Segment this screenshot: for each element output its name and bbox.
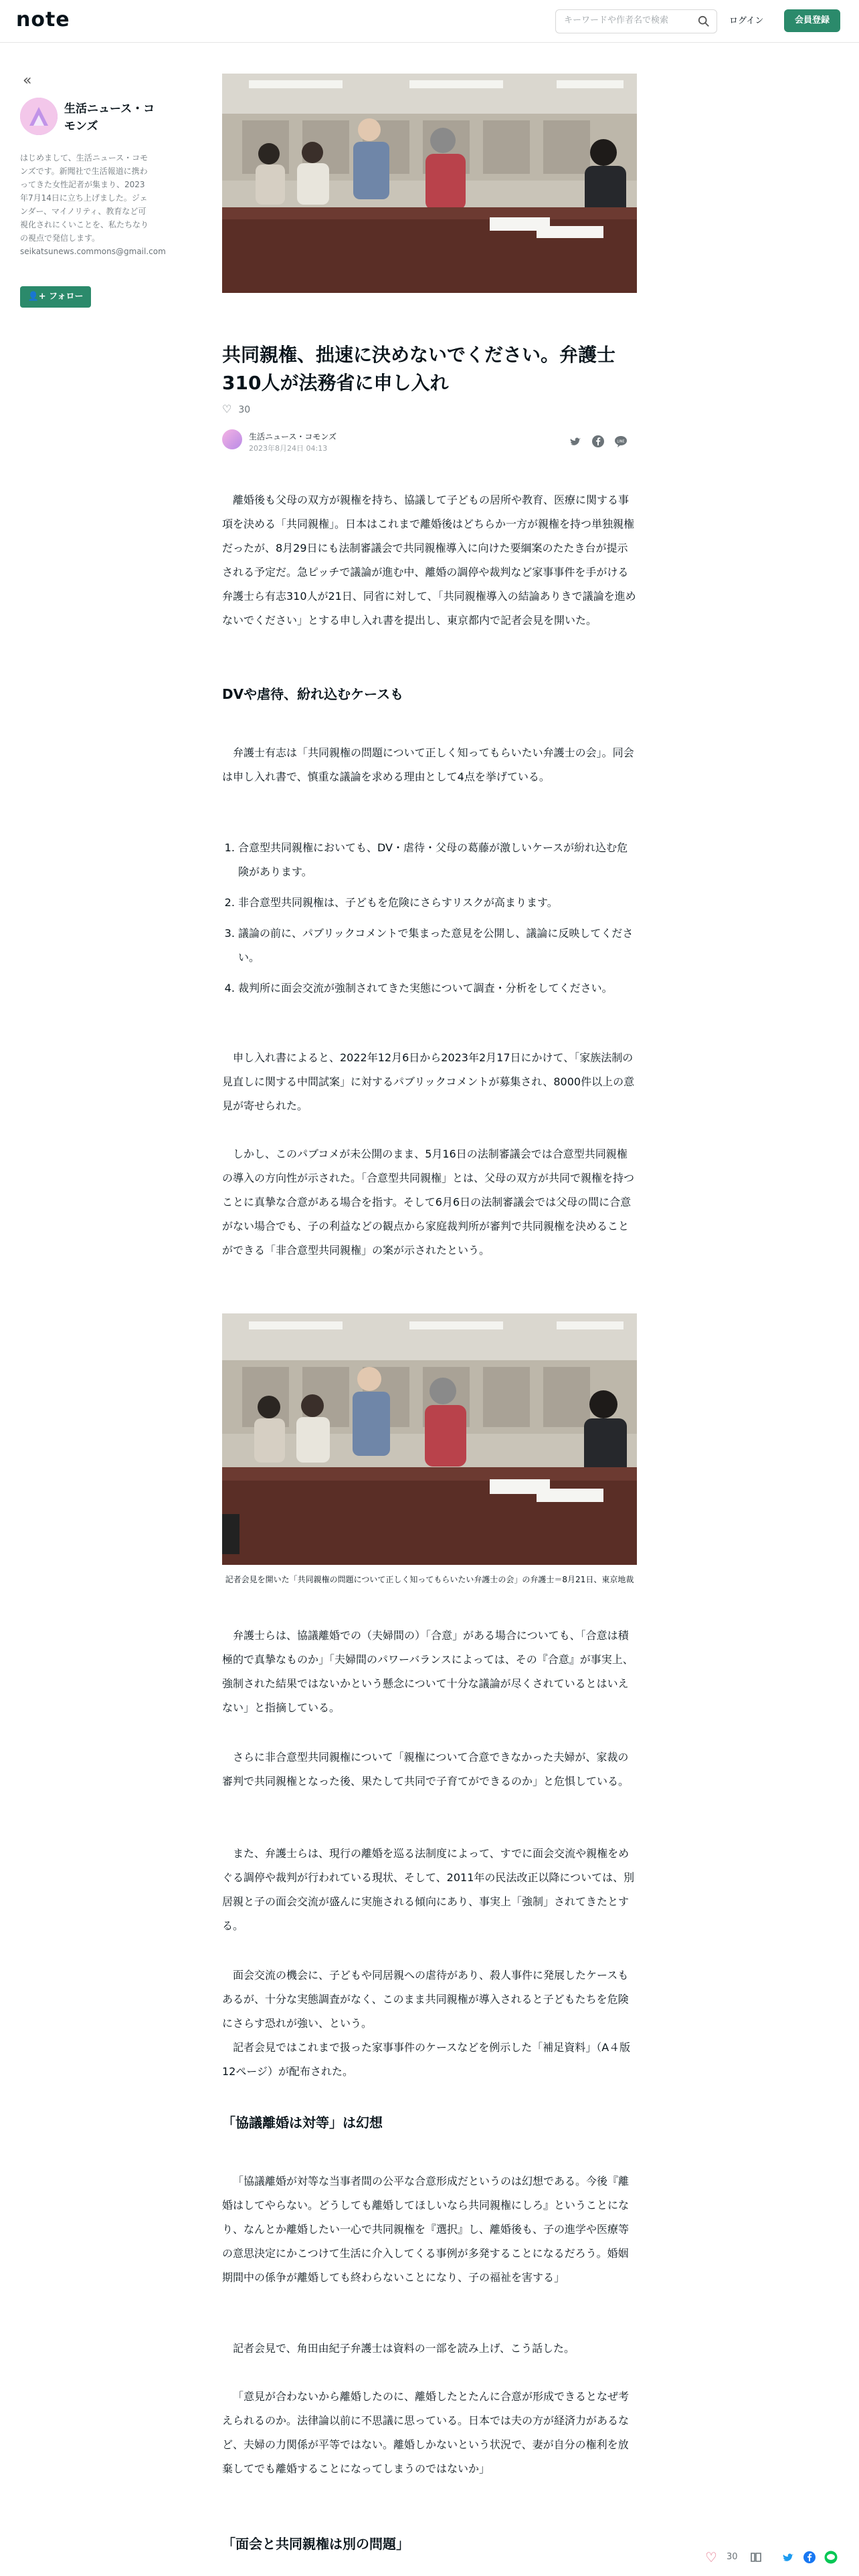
list-item: 4. 裁判所に面会交流が強制されてきた実態について調査・分析をしてください。 [238, 976, 637, 1000]
paragraph-5: 弁護士らは、協議離婚での（夫婦間の）「合意」がある場合についても、「合意は積極的で真摯なものか」「夫婦間のパワーバランスによっては、その『合意』が事実上、強制された結果ではないかという懸念について十分な議論が尽くされているとはいえない」と指摘している。 [222, 1629, 634, 1714]
twitter-icon[interactable] [569, 435, 582, 448]
signup-button[interactable]: 会員登録 [784, 9, 840, 32]
follow-button[interactable] [20, 286, 91, 308]
search-input[interactable] [564, 15, 691, 25]
section-heading-3: 「面会と共同親権は別の問題」 [222, 2536, 409, 2552]
search-box[interactable] [555, 9, 717, 33]
top-header [0, 0, 859, 43]
author-avatar[interactable] [222, 429, 242, 449]
author-name[interactable]: 生活ニュース・コモンズ [249, 432, 337, 441]
paragraph-6: さらに非合意型共同親権について「親権について合意できなかった夫婦が、家裁の審判で共同親権となった後、果たして共同で子育てができるのか」と危惧している。 [222, 1751, 630, 1788]
paragraph-11: 記者会見で、角田由紀子弁護士は資料の一部を読み上げ、こう話した。 [233, 2342, 575, 2355]
search-icon[interactable] [698, 15, 710, 27]
line-icon[interactable] [614, 435, 628, 448]
sidebar-author-name[interactable]: 生活ニュース・コモンズ [64, 102, 155, 133]
article-title: 共同親権、拙速に決めないでください。弁護士310人が法務省に申し入れ [222, 344, 616, 394]
svg-text:LINE: LINE [617, 439, 625, 444]
paragraph-8: 面会交流の機会に、子どもや同居親への虐待があり、殺人事件に発展したケースもあるが、十分な実態調査がなく、このまま共同親権が導入されると子どもたちを危険にさらす恐れが強い、という。 [222, 1969, 629, 2030]
heart-icon[interactable]: ♡ [705, 2549, 717, 2565]
paragraph-2: 弁護士有志は「共同親権の問題について正しく知ってもらいたい弁護士の会」。同会は申し入れ書で、慎重な議論を求める理由として4点を挙げている。 [222, 746, 634, 783]
note-logo[interactable]: note [16, 8, 70, 31]
paragraph-12: 「意見が合わないから離婚したのに、離婚したとたんに合意が形成できるとなぜ考えられるのか。法律論以前に不思議に思っている。日本では夫の方が経済力があるなど、夫婦の力関係が平等ではない。離婚しかないという状況で、妻が自分の権利を放棄してでも離婚することになってしまうのではないか」 [222, 2390, 630, 2475]
login-link[interactable]: ログイン [729, 16, 764, 26]
paragraph-1: 離婚後も父母の双方が親権を持ち、協議して子どもの居所や教育、医療に関する事項を決める「共同親権」。日本はこれまで離婚後はどちらか一方が親権を持つ単独親権だったが、8月29日にも法制審議会で共同親権導入に向けた要綱案のたたき台が提示される予定だ。急ピッチで議論が進む中、離婚の調停や裁判など家事事件を手がける弁護士ら有志310人が21日、同省に対して、「共同親権導入の結論ありきで議論を進めないでください」とする申し入れ書を提出し、東京都内で記者会見を開いた。 [222, 494, 636, 627]
like-count: 30 [727, 2552, 738, 2562]
image-caption: 記者会見を開いた「共同親権の問題について正しく知ってもらいたい弁護士の会」の弁護士＝8月21日、東京地裁 [225, 1575, 634, 1584]
facebook-icon[interactable] [591, 435, 605, 448]
list-item: 2. 非合意型共同親権は、子どもを危険にさらすリスクが高まります。 [238, 891, 637, 915]
collapse-icon[interactable]: « [23, 72, 32, 89]
paragraph-4: しかし、このパブコメが未公開のまま、5月16日の法制審議会では合意型共同親権の導入の方向性が示された。「合意型共同親権」とは、父母の双方が共同で親権を持つことに真摯な合意がある場合を指す。そして6月6日の法制審議会では父母の間に合意がない場合でも、子の利益などの観点から家庭裁判所が審判で共同親権を決めることができる「非合意型共同親権」の案が示されたという。 [222, 1148, 635, 1257]
list-item: 3. 議論の前に、パブリックコメントで集まった意見を公開し、議論に反映してください。 [238, 922, 637, 970]
paragraph-9: 記者会見ではこれまで扱った家事事件のケースなどを例示した「補足資料」（A４版 12ページ）が配布された。 [222, 2041, 631, 2078]
magazine-icon[interactable] [749, 2551, 763, 2564]
paragraph-3: 申し入れ書によると、2022年12月6日から2023年2月17日にかけて、「家族法制の見直しに関する中間試案」に対するパブリックコメントが募集され、8000件以上の意見が寄せられた。 [222, 1051, 635, 1112]
paragraph-10: 「協議離婚が対等な当事者間の公平な合意形成だというのは幻想である。今後『離婚はしてやらない。どうしても離婚してほしいなら共同親権にしろ』ということになり、なんとか離婚したい一心で共同親権を『選択』し、離婚後も、子の進学や医療等の意思決定にかこつけて生活に介入してくる事例が多発することになるだろう。婚姻期間中の係争が離婚しても終わらないことになり、子の福祉を害する」 [222, 2175, 630, 2284]
paragraph-7: また、弁護士らは、現行の離婚を巡る法制度によって、すでに面会交流や親権をめぐる調停や裁判が行われている現状、そして、2011年の民法改正以降については、別居親と子の面会交流が盛んに実施される傾向にあり、事実上「強制」されてきたとする。 [222, 1847, 635, 1932]
request-list [222, 836, 637, 1007]
facebook-icon[interactable] [803, 2551, 816, 2564]
follow-label: フォロー [49, 292, 84, 302]
section-heading-2: 「協議離婚は対等」は幻想 [222, 2115, 383, 2131]
line-icon[interactable] [824, 2551, 838, 2564]
list-item: 1. 合意型共同親権においても、DV・虐待・父母の葛藤が激しいケースが紛れ込む危険があります。 [238, 836, 637, 884]
user-plus-icon: 👤+ [27, 292, 50, 302]
article-image [222, 1313, 637, 1565]
avatar[interactable] [20, 98, 58, 135]
floating-action-bar [696, 2545, 859, 2568]
sidebar-bio: はじめまして、生活ニュース・コモンズです。新聞社で生活報道に携わってきた女性記者が集まり、2023年7月14日に立ち上げました。ジェンダー、マイノリティ、教育など可視化されにくいことを、私たちなりの視点で発信します。 seikatsunews.commons@gmail.com [20, 153, 166, 256]
heart-icon[interactable]: ♡ [222, 403, 232, 415]
section-heading-1: DVや虐待、紛れ込むケースも [222, 686, 404, 702]
twitter-icon[interactable] [781, 2551, 795, 2564]
like-count[interactable]: ♡ 30 [222, 403, 251, 415]
post-date: 2023年8月24日 04:13 [249, 444, 328, 453]
header-image [222, 74, 637, 293]
